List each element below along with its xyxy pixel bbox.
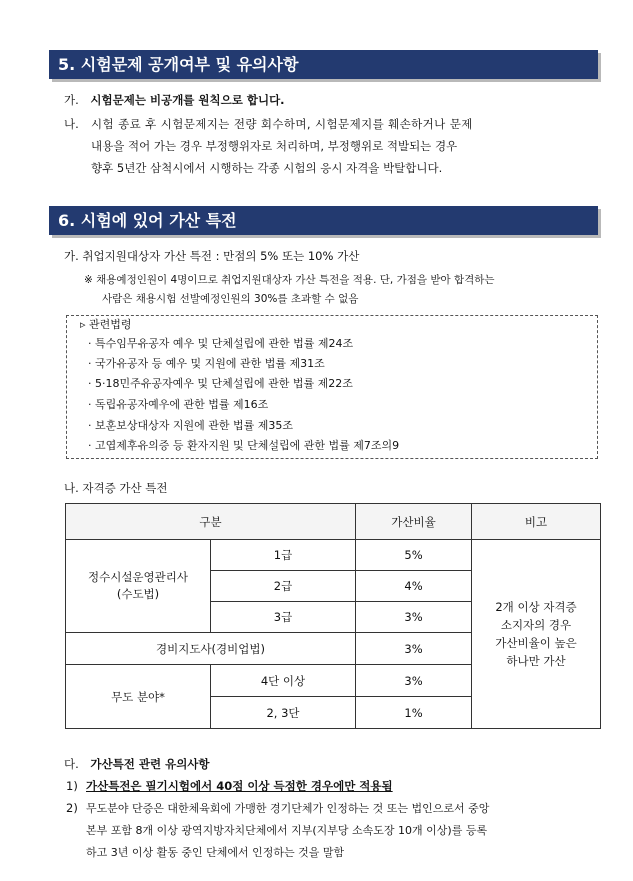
sec6-item-c [64, 757, 210, 772]
law-item: · 독립유공자예우에 관한 법률 제16조 [88, 398, 269, 411]
grade-cell: 2, 3단 [211, 697, 356, 729]
grade-cell: 1급 [211, 540, 356, 571]
grade-cell: 3급 [211, 602, 356, 633]
table-header-row [66, 504, 601, 540]
related-laws-title: ▹ 관련법령 [80, 318, 132, 331]
ratio-cell: 1% [356, 697, 472, 729]
sec6-item-a: 가. 취업지원대상자 가산 특전 : 만점의 5% 또는 10% 가산 [64, 249, 360, 263]
c1-text: 가산특전은 필기시험에서 40점 이상 득점한 경우에만 적용됨 [86, 779, 393, 793]
sec5-b-prefix: 나. [64, 117, 79, 131]
c2-line: 무도분야 단증은 대한체육회에 가맹한 경기단체가 인정하는 것 또는 법인으로서 중앙 [86, 802, 490, 815]
law-item: · 고엽제후유의증 등 환자지원 및 단체설립에 관한 법률 제7조의9 [88, 439, 400, 452]
c2-number: 2) [66, 801, 78, 815]
sec6-item-b: 나. 자격증 가산 특전 [64, 481, 168, 495]
section-5-header: 5. 시험문제 공개여부 및 유의사항 [49, 50, 598, 79]
remark-cell: 2개 이상 자격증 소지자의 경우 가산비율이 높은 하나만 가산 [472, 540, 601, 729]
sec5-a-prefix: 가. [64, 93, 79, 107]
c2-line: 본부 포함 8개 이상 광역지방자치단체에서 지부(지부당 소속도장 10개 이상)를 등록 [86, 824, 488, 837]
section-6-header: 6. 시험에 있어 가산 특전 [49, 206, 598, 235]
header-ratio: 가산비율 [356, 504, 472, 540]
ratio-cell: 3% [356, 665, 472, 697]
header-category: 구분 [66, 504, 356, 540]
sec6-note-line: 사람은 채용시험 선발예정인원의 30%를 초과할 수 없음 [102, 293, 359, 305]
c2-line: 하고 3년 이상 활동 중인 단체에서 인정하는 것을 말함 [86, 846, 345, 859]
sec6-c-title: 가산특전 관련 유의사항 [90, 757, 210, 771]
group-martial-arts: 무도 분야* [66, 665, 211, 729]
header-remark: 비고 [472, 504, 601, 540]
c1-number: 1) [66, 779, 78, 793]
group-water-facility: 정수시설운영관리사 (수도법) [66, 540, 211, 633]
sec5-item-a [64, 93, 285, 108]
ratio-cell: 3% [356, 602, 472, 633]
sec6-c-prefix: 다. [64, 757, 79, 771]
sec6-note-line: ※ 채용예정인원이 4명이므로 취업지원대상자 가산 특전을 적용. 단, 가점을 받아 합격하는 [84, 274, 495, 286]
sec5-b-line: 향후 5년간 삼척시에서 시행하는 각종 시험의 응시 자격을 박탈합니다. [91, 161, 443, 175]
law-item: · 보훈보상대상자 지원에 관한 법률 제35조 [88, 419, 293, 432]
grade-cell: 4단 이상 [211, 665, 356, 697]
ratio-cell: 3% [356, 633, 472, 665]
law-item: · 국가유공자 등 예우 및 지원에 관한 법률 제31조 [88, 357, 325, 370]
ratio-cell: 4% [356, 571, 472, 602]
guard-instructor-cell: 경비지도사(경비업법) [66, 633, 356, 665]
sec5-b-line: 내용을 적어 가는 경우 부정행위자로 처리하며, 부정행위로 적발되는 경우 [91, 139, 458, 153]
law-item: · 5·18민주유공자예우 및 단체설립에 관한 법률 제22조 [88, 377, 353, 390]
law-item: · 특수임무유공자 예우 및 단체설립에 관한 법률 제24조 [88, 337, 354, 350]
certificate-bonus-table [65, 503, 601, 729]
sec5-b-line: 시험 종료 후 시험문제지는 전량 회수하며, 시험문제지를 훼손하거나 문제 [91, 117, 473, 131]
sec5-a-text: 시험문제는 비공개를 원칙으로 합니다. [90, 93, 285, 107]
ratio-cell: 5% [356, 540, 472, 571]
grade-cell: 2급 [211, 571, 356, 602]
table-row [66, 540, 601, 571]
